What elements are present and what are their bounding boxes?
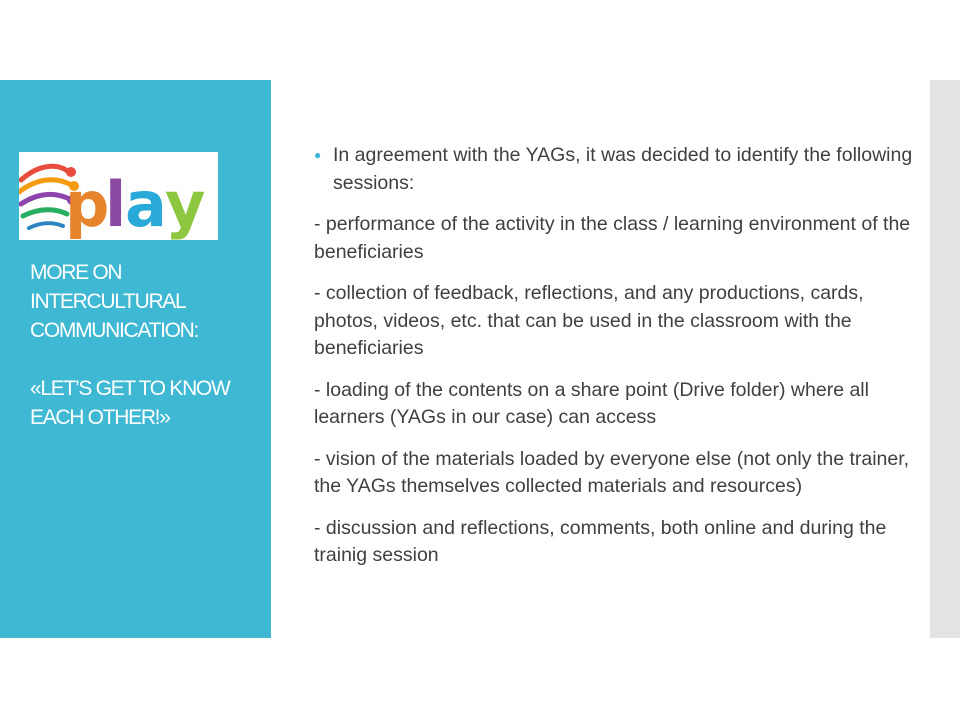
logo-letter-p: p xyxy=(65,168,110,240)
right-side-bar xyxy=(930,80,960,638)
bullet-item xyxy=(314,142,914,197)
logo-letter-a: a xyxy=(125,168,167,240)
session-item-2: - collection of feedback, reflections, and any productions, cards, photos, videos, etc. that can be used in the classroom with the beneficiaries xyxy=(314,282,864,359)
hand-streak-purple xyxy=(21,194,71,204)
slide-content xyxy=(314,142,914,584)
play-logo-graphic xyxy=(19,152,218,240)
bullet-dot-icon: ● xyxy=(314,148,322,162)
session-item-5: - discussion and reflections, comments, both online and during the trainig session xyxy=(314,516,887,566)
session-item-1: - performance of the activity in the class / learning environment of the beneficiaries xyxy=(314,213,911,263)
logo-letter-y: y xyxy=(165,168,206,240)
hand-streak-blue xyxy=(29,223,63,228)
session-item-4: - vision of the materials loaded by everyone else (not only the trainer, the YAGs themselves collected materials and resources) xyxy=(314,447,910,497)
logo-letter-l: l xyxy=(105,168,127,240)
session-item-3: - loading of the contents on a share point (Drive folder) where all learners (YAGs in our case) can access xyxy=(314,378,869,428)
play-logo xyxy=(19,152,218,240)
hand-streak-green xyxy=(23,210,67,216)
bullet-text: In agreement with the YAGs, it was decided to identify the following sessions: xyxy=(333,144,913,194)
left-panel xyxy=(0,80,271,638)
slide-title: MORE ON INTERCULTURAL COMMUNICATION: «LET’S GET TO KNOW EACH OTHER!» xyxy=(30,261,230,429)
